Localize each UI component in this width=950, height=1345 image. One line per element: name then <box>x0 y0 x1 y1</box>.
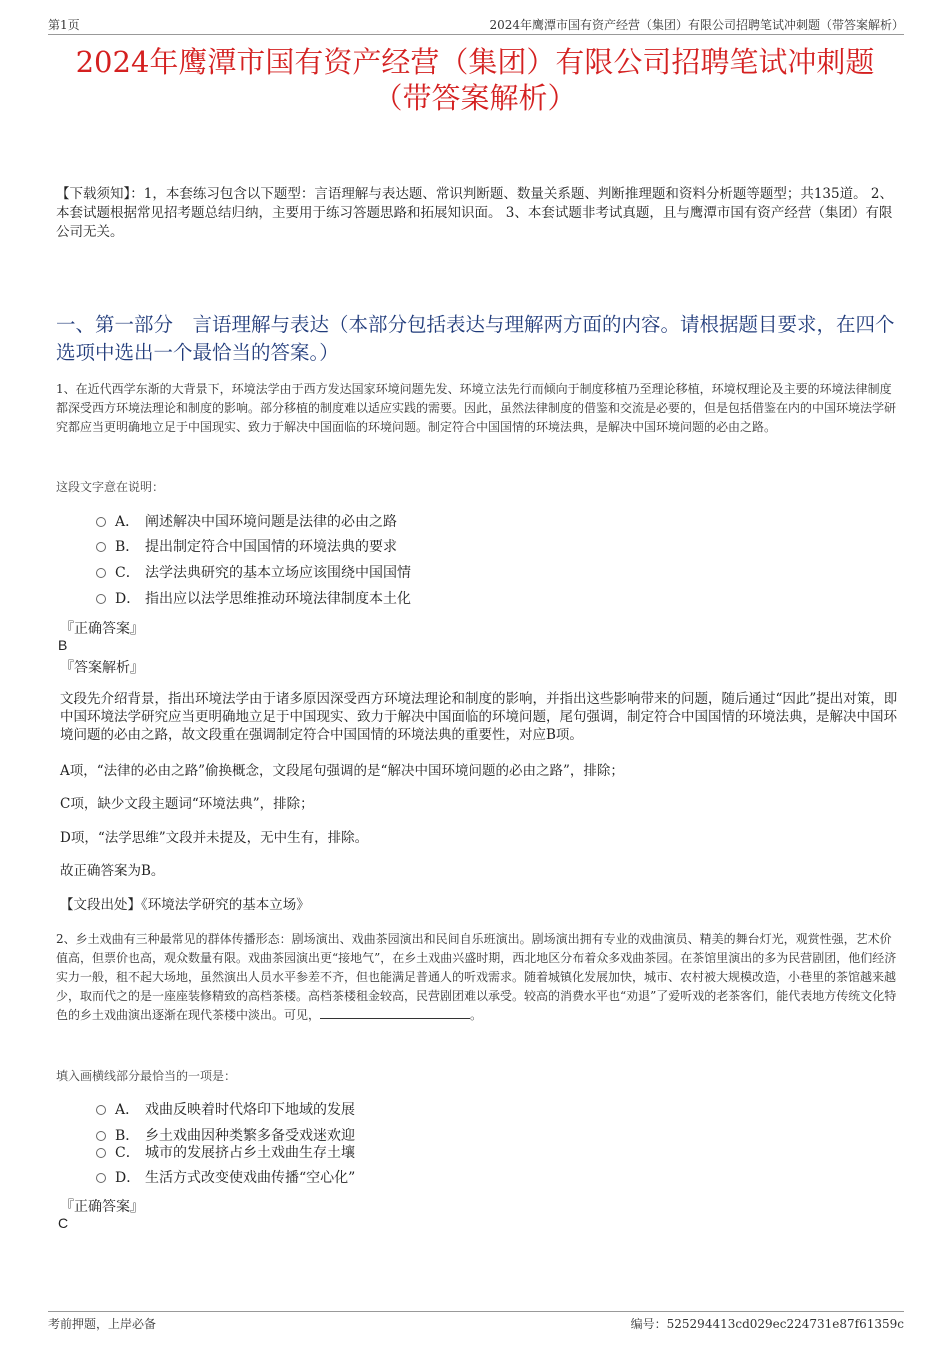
question-2-option-b[interactable]: B． 乡土戏曲因种类繁多备受戏迷欢迎 <box>96 1126 355 1146</box>
question-1-option-b[interactable]: B． 提出制定符合中国国情的环境法典的要求 <box>96 537 397 557</box>
section-heading: 一、第一部分 言语理解与表达（本部分包括表达与理解两方面的内容。请根据题目要求，在四个选项中选出一个最恰当的答案。） <box>56 313 895 364</box>
question-2-prompt: 填入画横线部分最恰当的一项是： <box>56 1069 237 1083</box>
fill-blank <box>320 1006 470 1019</box>
radio-icon[interactable] <box>96 568 106 578</box>
question-1-analysis-a: A项，“法律的必由之路”偷换概念，文段尾句强调的是“解决中国环境问题的必由之路”，排除； <box>60 763 624 779</box>
question-2-option-c[interactable]: C． 城市的发展挤占乡土戏曲生存土壤 <box>96 1143 355 1163</box>
document-id: 编号：525294413cd029ec224731e87f61359c <box>630 1317 904 1331</box>
page-number: 第1页 <box>48 18 80 32</box>
footer-slogan: 考前押题，上岸必备 <box>48 1317 157 1331</box>
document-title <box>40 44 910 116</box>
question-1-analysis-c: C项，缺少文段主题词“环境法典”，排除； <box>60 796 314 812</box>
radio-icon[interactable] <box>96 1105 106 1115</box>
running-title: 2024年鹰潭市国有资产经营（集团）有限公司招聘笔试冲刺题（带答案解析） <box>489 18 904 32</box>
download-notice: 【下载须知】：1，本套练习包含以下题型：言语理解与表达题、常识判断题、数量关系题、判断推理题和资料分析题等题型；共135道。 2、本套试题根据常见招考题总结归纳，主要用于练习答题思路和拓展知识面。 3、本套试题非考试真题，且与鹰潭市国有资产经营（集团）有限公司无关。 <box>56 186 893 240</box>
question-1-analysis-d: D项，“法学思维”文段并未提及，无中生有，排除。 <box>60 830 369 846</box>
title-line-2: （带答案解析） <box>373 81 577 115</box>
question-1-option-a[interactable]: A． 阐述解决中国环境问题是法律的必由之路 <box>96 512 397 532</box>
radio-icon[interactable] <box>96 594 106 604</box>
radio-icon[interactable] <box>96 1148 106 1158</box>
question-1-option-c[interactable]: C． 法学法典研究的基本立场应该围绕中国国情 <box>96 563 411 583</box>
radio-icon[interactable] <box>96 1131 106 1141</box>
radio-icon[interactable] <box>96 542 106 552</box>
question-2-stem: 2、乡土戏曲有三种最常见的群体传播形态：剧场演出、戏曲茶园演出和民间自乐班演出。剧场演出拥有专业的戏曲演员、精美的舞台灯光，观赏性强，艺术价值高，但票价也高，观众数量有限。戏曲茶园演出更“接地气”，在乡土戏曲兴盛时期，西北地区分布着众多戏曲茶园。在茶馆里演出的多为民营剧团，他们经济实力一般，租不起大场地，虽然演出人员水平参差不齐，但也能满足普通人的听戏需求。随着城镇化发展加快，城市、农村被大规模改造，小巷里的茶馆越来越少，取而代之的是一座座装修精致的高档茶楼。高档茶楼租金较高，民营剧团难以承受。较高的消费水平也“劝退”了爱听戏的老茶客们，能代表地方传统文化特色的乡土戏曲演出逐渐在现代茶楼中淡出。可见， 。 <box>56 932 897 1022</box>
radio-icon[interactable] <box>96 1173 106 1183</box>
radio-icon[interactable] <box>96 517 106 527</box>
question-2-option-d[interactable]: D． 生活方式改变使戏曲传播“空心化” <box>96 1168 355 1188</box>
question-1-answer: B <box>58 637 68 653</box>
question-1-analysis-label: 『答案解析』 <box>60 660 144 676</box>
question-1-prompt: 这段文字意在说明： <box>56 480 165 494</box>
question-1-analysis-main: 文段先介绍背景，指出环境法学由于诸多原因深受西方环境法理论和制度的影响，并指出这些影响带来的问题，随后通过“因此”提出对策，即中国环境法学研究应当更明确地立足于中国现实、致力于解决中国面临的环境问题，尾句强调，制定符合中国国情的环境法典，是解决中国环境问题的必由之路，故文段重在强调制定符合中国国情的环境法典的重要性，对应B项。 <box>60 691 898 743</box>
question-1-analysis-conclusion: 故正确答案为B。 <box>60 863 165 879</box>
title-line-1: 2024年鹰潭市国有资产经营（集团）有限公司招聘笔试冲刺题 <box>75 45 875 79</box>
question-1-stem: 1、在近代西学东渐的大背景下，环境法学由于西方发达国家环境问题先发、环境立法先行而倾向于制度移植乃至理论移植，环境权理论及主要的环境法律制度都深受西方环境法理论和制度的影响。部分移植的制度难以适应实践的需要。因此，虽然法律制度的借鉴和交流是必要的，但是包括借鉴在内的中国环境法学研究都应当更明确地立足于中国现实、致力于解决中国面临的环境问题。制定符合中国国情的环境法典，是解决中国环境问题的必由之路。 <box>56 382 897 434</box>
running-footer <box>48 1311 904 1334</box>
question-1-answer-label: 『正确答案』 <box>60 621 144 637</box>
question-2-answer: C <box>58 1215 69 1231</box>
running-header <box>48 14 904 35</box>
question-2-option-a[interactable]: A． 戏曲反映着时代烙印下地域的发展 <box>96 1100 355 1120</box>
question-1-option-d[interactable]: D． 指出应以法学思维推动环境法律制度本土化 <box>96 589 411 609</box>
question-1-source: 【文段出处】《环境法学研究的基本立场》 <box>60 897 310 913</box>
question-2-answer-label: 『正确答案』 <box>60 1199 144 1215</box>
